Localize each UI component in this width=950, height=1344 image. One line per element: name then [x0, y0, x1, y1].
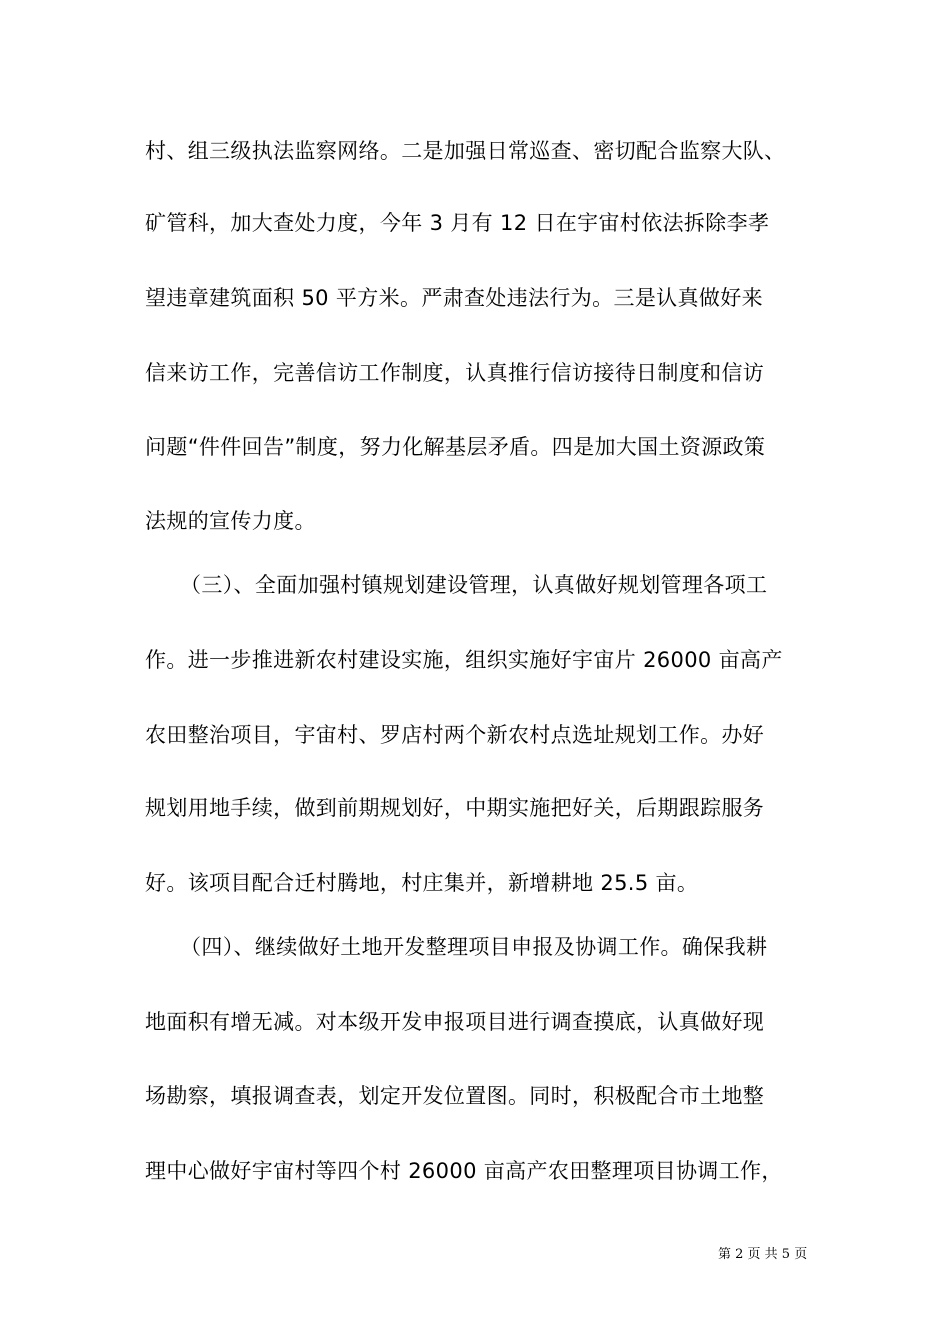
- page-number: 第 2 页 共 5 页: [718, 1247, 808, 1262]
- text-line: 问题“件件回告”制度，努力化解基层矛盾。四是加大国土资源政策: [145, 435, 766, 459]
- text-line: 村、组三级执法监察网络。二是加强日常巡查、密切配合监察大队、: [145, 139, 786, 163]
- text-line: 地面积有增无减。对本级开发申报项目进行调查摸底，认真做好现: [145, 1010, 765, 1034]
- text-line: 理中心做好宇宙村等四个村 26000 亩高产农田整理项目协调工作，: [145, 1159, 783, 1183]
- text-line: 好。该项目配合迁村腾地，村庄集并，新增耕地 25.5 亩。: [145, 871, 699, 895]
- text-line: 矿管科，加大查处力度，今年 3 月有 12 日在宇宙村依法拆除李孝: [145, 211, 770, 235]
- paragraph-heading-4: （四）、继续做好土地开发整理项目申报及协调工作。确保我耕: [180, 935, 768, 959]
- text-line: 作。进一步推进新农村建设实施，组织实施好宇宙片 26000 亩高产: [145, 648, 783, 672]
- text-line: 规划用地手续，做到前期规划好，中期实施把好关，后期跟踪服务: [145, 796, 765, 820]
- text-line: 信来访工作，完善信访工作制度，认真推行信访接待日制度和信访: [145, 361, 765, 385]
- text-line: 法规的宣传力度。: [145, 509, 316, 533]
- text-line: 望违章建筑面积 50 平方米。严肃查处违法行为。三是认真做好来: [145, 286, 763, 310]
- paragraph-heading-3: （三）、全面加强村镇规划建设管理，认真做好规划管理各项工: [180, 573, 768, 597]
- text-line: 场勘察，填报调查表，划定开发位置图。同时，积极配合市土地整: [145, 1084, 765, 1108]
- text-line: 农田整治项目，宇宙村、罗店村两个新农村点选址规划工作。办好: [145, 723, 765, 747]
